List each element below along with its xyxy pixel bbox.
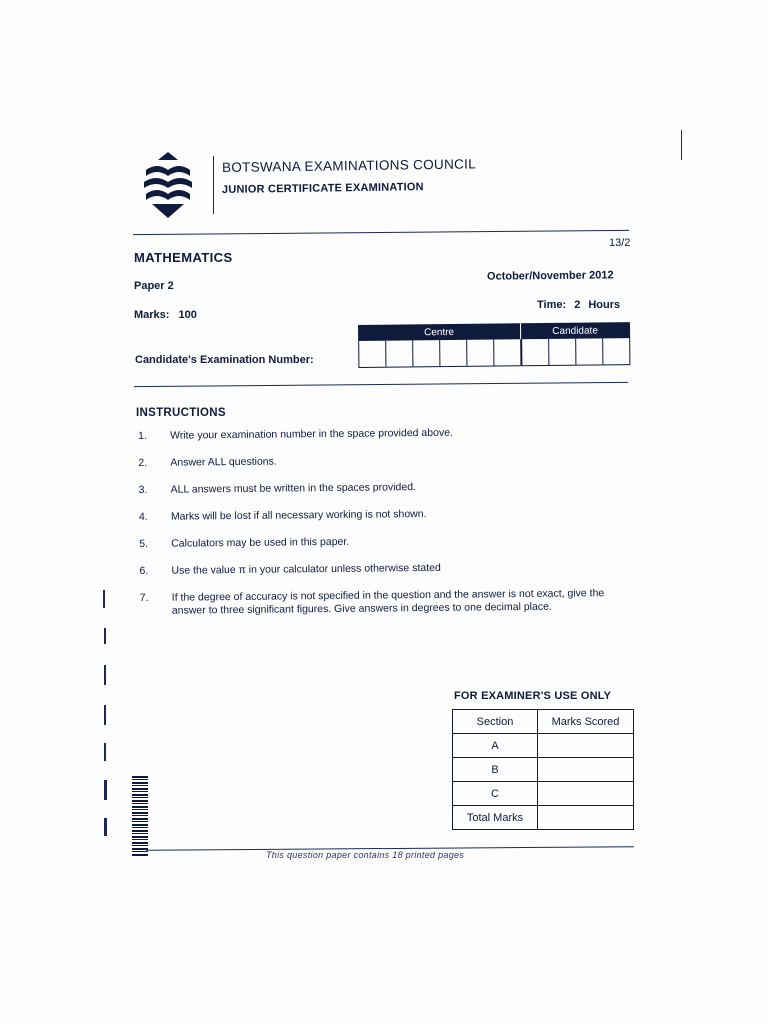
paper-code: 13/2 xyxy=(609,237,631,249)
table-header-row xyxy=(453,710,634,734)
centre-digit-box[interactable] xyxy=(413,340,440,366)
instruction-number: 7. xyxy=(139,591,149,604)
instruction-number: 6. xyxy=(139,564,149,577)
instruction-number: 1. xyxy=(138,429,147,442)
examiner-use-title: FOR EXAMINER'S USE ONLY xyxy=(454,690,612,702)
table-total-row xyxy=(453,806,634,830)
instructions-list xyxy=(138,425,640,632)
exam-session: October/November 2012 xyxy=(486,269,614,283)
marks-cell[interactable] xyxy=(538,758,634,782)
header-rule xyxy=(133,230,629,235)
candidate-digit-box[interactable] xyxy=(549,339,576,365)
exam-name: JUNIOR CERTIFICATE EXAMINATION xyxy=(221,181,424,196)
candidate-digit-box[interactable] xyxy=(603,338,629,364)
table-row xyxy=(453,758,634,782)
instruction-text: Answer ALL questions. xyxy=(170,455,277,469)
section-label: B xyxy=(453,758,538,782)
scan-mark xyxy=(104,818,107,836)
section-label: A xyxy=(453,734,538,758)
section-column-header: Section xyxy=(453,710,538,734)
instruction-text: Use the value π in your calculator unless otherwise stated xyxy=(171,561,441,577)
council-name: BOTSWANA EXAMINATIONS COUNCIL xyxy=(221,156,477,175)
exam-duration: Time: 2 Hours xyxy=(537,299,621,311)
marks-column-header: Marks Scored xyxy=(538,710,634,734)
centre-digit-box[interactable] xyxy=(440,340,467,366)
total-marks-label: Total Marks xyxy=(453,806,538,830)
page-count-note: This question paper contains 18 printed pages xyxy=(266,850,465,860)
instruction-item xyxy=(140,587,640,618)
instruction-number: 4. xyxy=(138,510,148,523)
scan-mark xyxy=(104,780,107,800)
instruction-number: 2. xyxy=(138,456,148,469)
instruction-text: Marks will be lost if all necessary working is not shown. xyxy=(170,507,427,523)
instruction-text: ALL answers must be written in the spaces provided. xyxy=(170,481,417,496)
centre-digit-box[interactable] xyxy=(494,339,522,365)
instruction-item xyxy=(139,506,639,524)
marks-cell[interactable] xyxy=(538,782,634,806)
examiner-marks-table xyxy=(452,709,634,830)
total-marks: Marks: 100 xyxy=(134,309,197,321)
scan-mark xyxy=(104,628,106,644)
scan-mark xyxy=(104,743,106,761)
paper-number: Paper 2 xyxy=(134,280,174,292)
scan-mark xyxy=(104,705,106,725)
table-row xyxy=(453,734,634,758)
grid-cells xyxy=(358,338,630,368)
candidate-digit-box[interactable] xyxy=(522,339,549,365)
scan-mark xyxy=(103,590,105,608)
instruction-text: If the degree of accuracy is not specified in the question and the answer is not exact, give the answer to three significant figures. Give answers in degrees to one decimal place. xyxy=(171,587,605,617)
instruction-item xyxy=(139,479,639,497)
candidate-number-grid xyxy=(358,322,630,368)
candidate-number-label: Candidate's Examination Number: xyxy=(135,354,314,366)
instruction-text: Write your examination number in the space provided above. xyxy=(169,426,453,442)
candidate-digit-box[interactable] xyxy=(576,338,603,364)
instruction-number: 3. xyxy=(138,483,148,496)
centre-digit-box[interactable] xyxy=(467,340,494,366)
instructions-title: INSTRUCTIONS xyxy=(136,407,226,419)
instruction-text: Calculators may be used in this paper. xyxy=(171,535,350,550)
section-rule xyxy=(134,382,628,387)
instruction-item xyxy=(138,452,638,470)
centre-digit-box[interactable] xyxy=(386,340,413,366)
centre-digit-box[interactable] xyxy=(359,341,386,367)
instruction-item xyxy=(139,560,639,578)
marks-cell[interactable] xyxy=(538,734,634,758)
instruction-item xyxy=(138,425,638,443)
centre-header: Centre xyxy=(424,326,455,338)
subject-title: MATHEMATICS xyxy=(134,250,233,265)
scan-mark xyxy=(681,130,682,160)
barcode-icon xyxy=(132,776,148,856)
bec-logo-icon xyxy=(140,150,196,220)
candidate-header: Candidate xyxy=(520,322,629,339)
instruction-number: 5. xyxy=(139,537,149,550)
total-marks-cell[interactable] xyxy=(538,806,634,830)
table-row xyxy=(453,782,634,806)
header-divider xyxy=(213,156,214,214)
scan-mark xyxy=(104,665,106,685)
section-label: C xyxy=(453,782,538,806)
instruction-item xyxy=(139,533,639,551)
